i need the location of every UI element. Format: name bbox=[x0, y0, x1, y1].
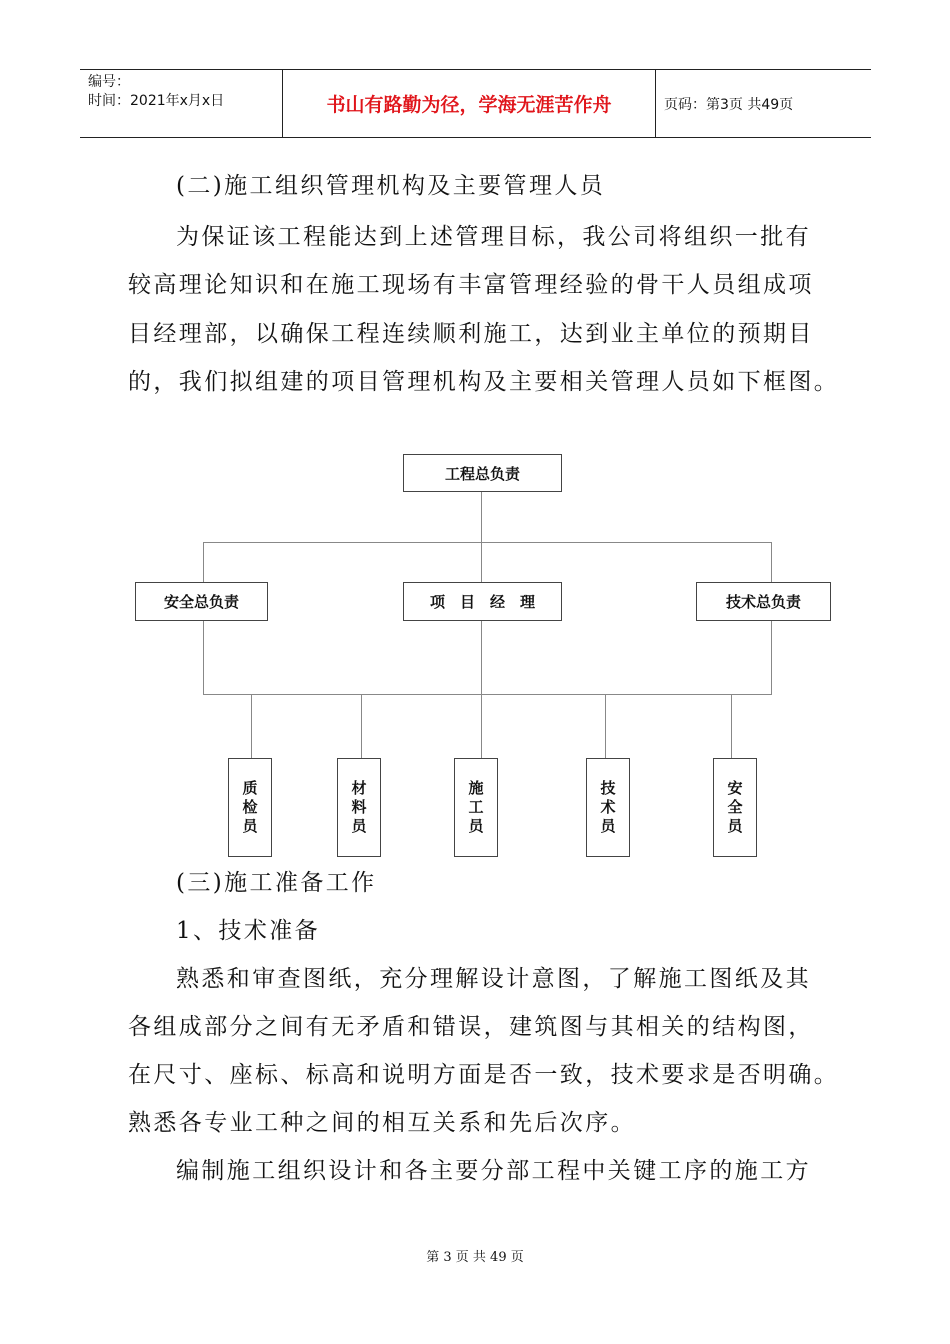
char: 员 bbox=[242, 817, 258, 835]
connector-line bbox=[771, 542, 772, 582]
connector-line bbox=[361, 694, 362, 758]
header-divider bbox=[655, 70, 656, 137]
page-footer: 第 3 页 共 49 页 bbox=[426, 1250, 524, 1265]
paragraph-line: 在尺寸、座标、标高和说明方面是否一致，技术要求是否明确。 bbox=[128, 1062, 840, 1088]
org-box-quality-inspector bbox=[228, 758, 272, 857]
char: 技 bbox=[600, 779, 616, 797]
char: 检 bbox=[242, 798, 258, 816]
paragraph-line: 编制施工组织设计和各主要分部工程中关键工序的施工方 bbox=[176, 1158, 811, 1184]
connector-line bbox=[203, 542, 204, 582]
doc-number-label: 编号： bbox=[88, 74, 130, 90]
org-box-construction-worker bbox=[454, 758, 498, 857]
org-box-safety-head: 安全总负责 bbox=[135, 582, 268, 621]
char: 员 bbox=[727, 817, 743, 835]
org-box-project-head: 工程总负责 bbox=[403, 454, 562, 492]
char: 料 bbox=[351, 798, 367, 816]
char: 施 bbox=[468, 779, 484, 797]
header-meta bbox=[88, 73, 224, 111]
section-heading: (二)施工组织管理机构及主要管理人员 bbox=[176, 173, 606, 199]
connector-line bbox=[731, 694, 732, 758]
connector-line bbox=[771, 619, 772, 694]
subsection-heading: 1、技术准备 bbox=[176, 918, 321, 944]
connector-line bbox=[605, 694, 606, 758]
org-box-technical-head: 技术总负责 bbox=[696, 582, 831, 621]
connector-line bbox=[203, 619, 204, 694]
connector-line bbox=[481, 694, 482, 758]
connector-line bbox=[251, 694, 252, 758]
char: 材 bbox=[351, 779, 367, 797]
connector-line bbox=[481, 542, 482, 582]
char: 员 bbox=[600, 817, 616, 835]
paragraph-line: 的，我们拟组建的项目管理机构及主要相关管理人员如下框图。 bbox=[128, 369, 840, 395]
char: 全 bbox=[727, 798, 743, 816]
paragraph-line: 熟悉和审查图纸，充分理解设计意图，了解施工图纸及其 bbox=[176, 966, 811, 992]
char: 质 bbox=[242, 779, 258, 797]
header-motto: 书山有路勤为径，学海无涯苦作舟 bbox=[326, 94, 612, 116]
section-heading: (三)施工准备工作 bbox=[176, 870, 377, 896]
page-header bbox=[80, 69, 871, 138]
char: 员 bbox=[468, 817, 484, 835]
org-box-project-manager: 项 目 经 理 bbox=[403, 582, 562, 621]
header-page-info: 页码：第3页 共49页 bbox=[664, 96, 794, 113]
paragraph-line: 熟悉各专业工种之间的相互关系和先后次序。 bbox=[128, 1110, 636, 1136]
char: 安 bbox=[727, 779, 743, 797]
connector-line bbox=[481, 490, 482, 542]
doc-time-label: 时间：2021年x月x日 bbox=[88, 93, 225, 109]
connector-line bbox=[203, 542, 772, 543]
connector-line bbox=[203, 694, 772, 695]
char: 员 bbox=[351, 817, 367, 835]
paragraph-line: 目经理部，以确保工程连续顺利施工，达到业主单位的预期目 bbox=[128, 321, 814, 347]
char: 工 bbox=[468, 798, 484, 816]
connector-line bbox=[481, 619, 482, 694]
paragraph-line: 各组成部分之间有无矛盾和错误，建筑图与其相关的结构图， bbox=[128, 1014, 814, 1040]
org-box-technician bbox=[586, 758, 630, 857]
paragraph-line: 较高理论知识和在施工现场有丰富管理经验的骨干人员组成项 bbox=[128, 272, 814, 298]
paragraph-line: 为保证该工程能达到上述管理目标，我公司将组织一批有 bbox=[176, 224, 811, 250]
char: 术 bbox=[600, 798, 616, 816]
org-box-safety-officer bbox=[713, 758, 757, 857]
org-box-material-officer bbox=[337, 758, 381, 857]
